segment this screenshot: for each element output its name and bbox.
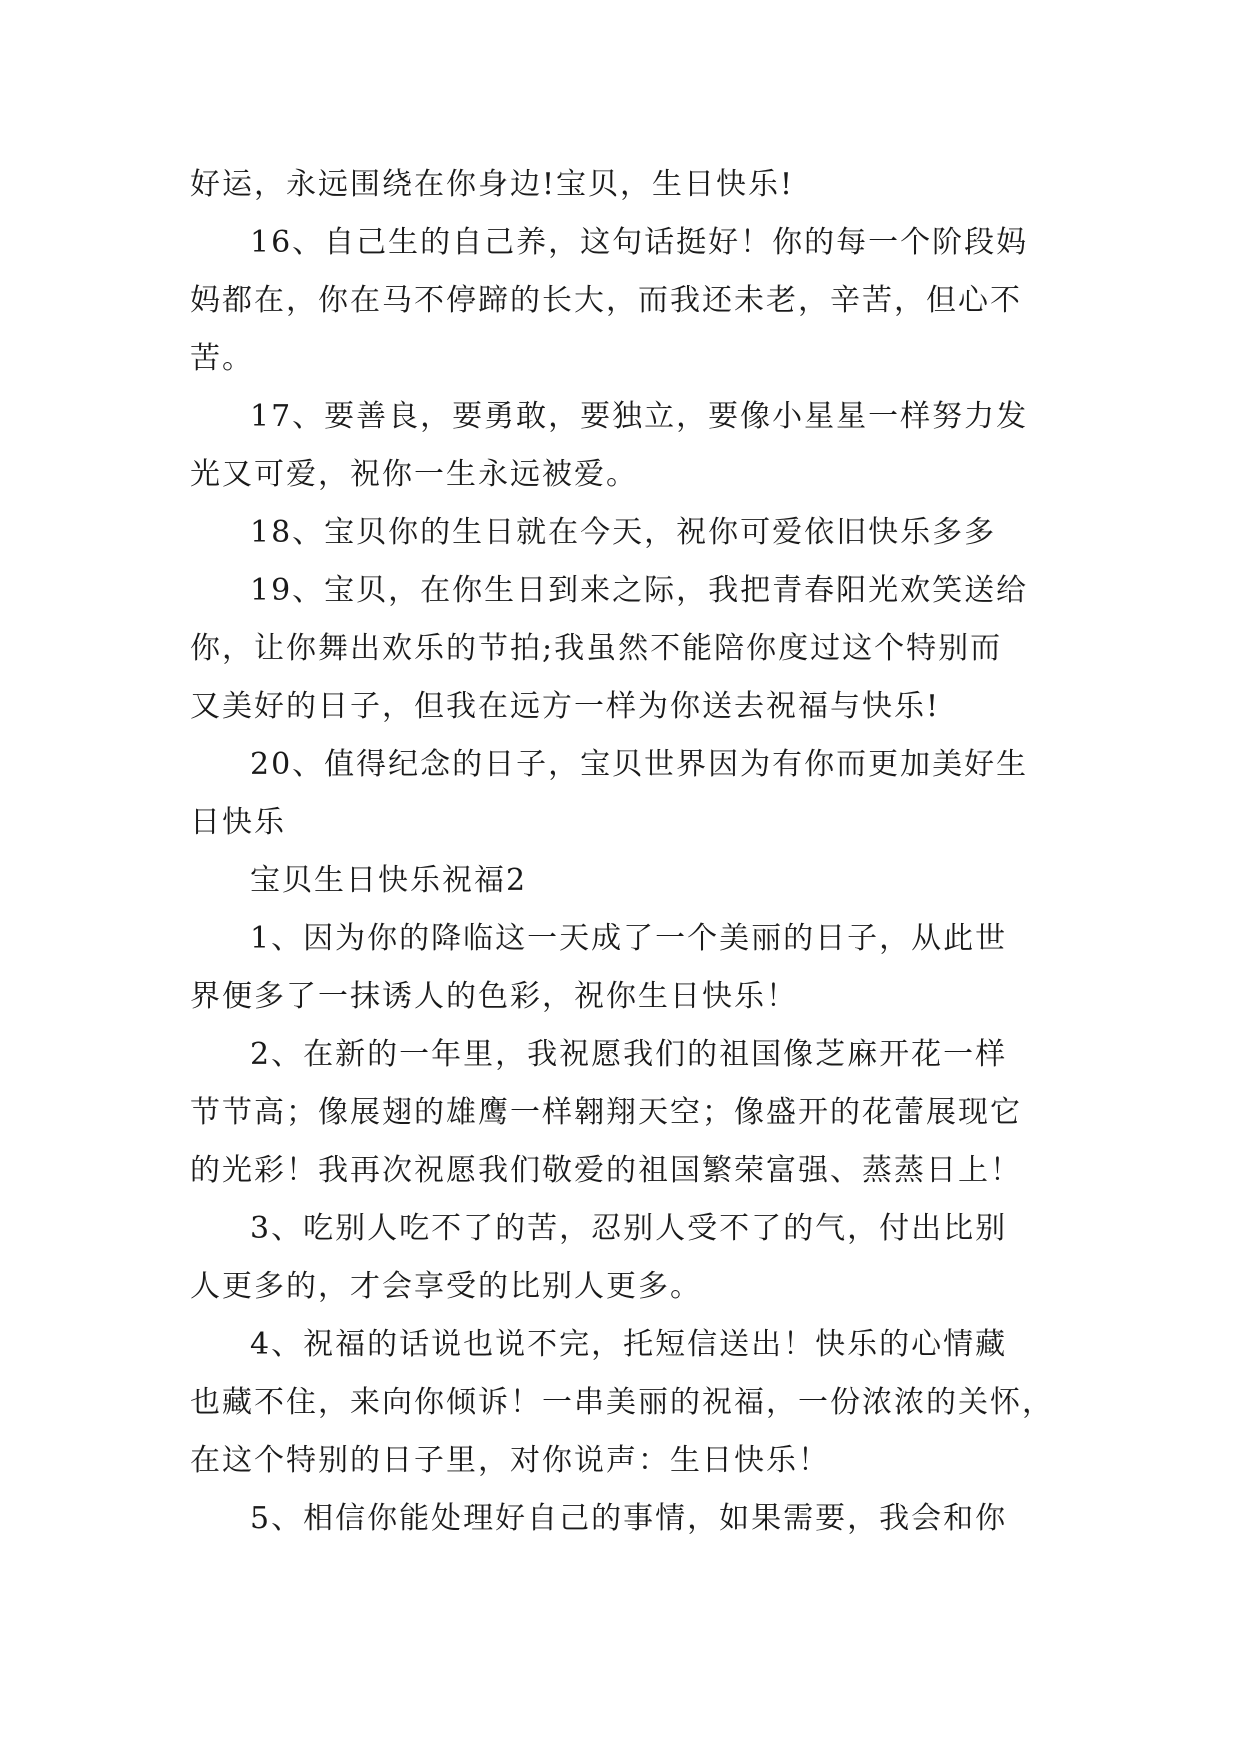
text-line: 节节高；像展翅的雄鹰一样翱翔天空；像盛开的花蕾展现它 [190, 1095, 1022, 1130]
text-line: 你，让你舞出欢乐的节拍;我虽然不能陪你度过这个特别而 [190, 631, 1003, 666]
text-line: 光又可爱，祝你一生永远被爱。 [190, 457, 638, 492]
section-heading: 宝贝生日快乐祝福2 [250, 863, 528, 898]
list-item-2: 2、在新的一年里，我祝愿我们的祖国像芝麻开花一样 [250, 1037, 1008, 1072]
list-item-1: 1、因为你的降临这一天成了一个美丽的日子，从此世 [250, 921, 1008, 956]
list-item-5: 5、相信你能处理好自己的事情，如果需要，我会和你 [250, 1501, 1008, 1536]
list-item-3: 3、吃别人吃不了的苦，忍别人受不了的气，付出比别 [250, 1211, 1008, 1246]
text-line: 苦。 [190, 341, 254, 376]
list-item-4: 4、祝福的话说也说不完，托短信送出！快乐的心情藏 [250, 1327, 1008, 1362]
text-line: 界便多了一抹诱人的色彩，祝你生日快乐！ [190, 979, 798, 1014]
text-line: 的光彩！我再次祝愿我们敬爱的祖国繁荣富强、蒸蒸日上！ [190, 1153, 1022, 1188]
list-item-19: 19、宝贝，在你生日到来之际，我把青春阳光欢笑送给 [250, 573, 1029, 608]
text-line: 又美好的日子，但我在远方一样为你送去祝福与快乐! [190, 689, 941, 724]
text-line: 人更多的，才会享受的比别人更多。 [190, 1269, 702, 1304]
text-line: 在这个特别的日子里，对你说声：生日快乐！ [190, 1443, 830, 1478]
list-item-16: 16、自己生的自己养，这句话挺好！你的每一个阶段妈 [250, 225, 1029, 260]
text-line: 好运，永远围绕在你身边!宝贝，生日快乐! [190, 167, 795, 202]
list-item-20: 20、值得纪念的日子，宝贝世界因为有你而更加美好生 [250, 747, 1029, 782]
text-line: 妈都在，你在马不停蹄的长大，而我还未老，辛苦，但心不 [190, 283, 1022, 318]
text-line: 也藏不住，来向你倾诉！一串美丽的祝福，一份浓浓的关怀， [190, 1385, 1054, 1420]
document-body [190, 156, 1054, 1548]
list-item-18: 18、宝贝你的生日就在今天，祝你可爱依旧快乐多多 [250, 515, 997, 550]
list-item-17: 17、要善良，要勇敢，要独立，要像小星星一样努力发 [250, 399, 1029, 434]
text-line: 日快乐 [190, 805, 286, 840]
